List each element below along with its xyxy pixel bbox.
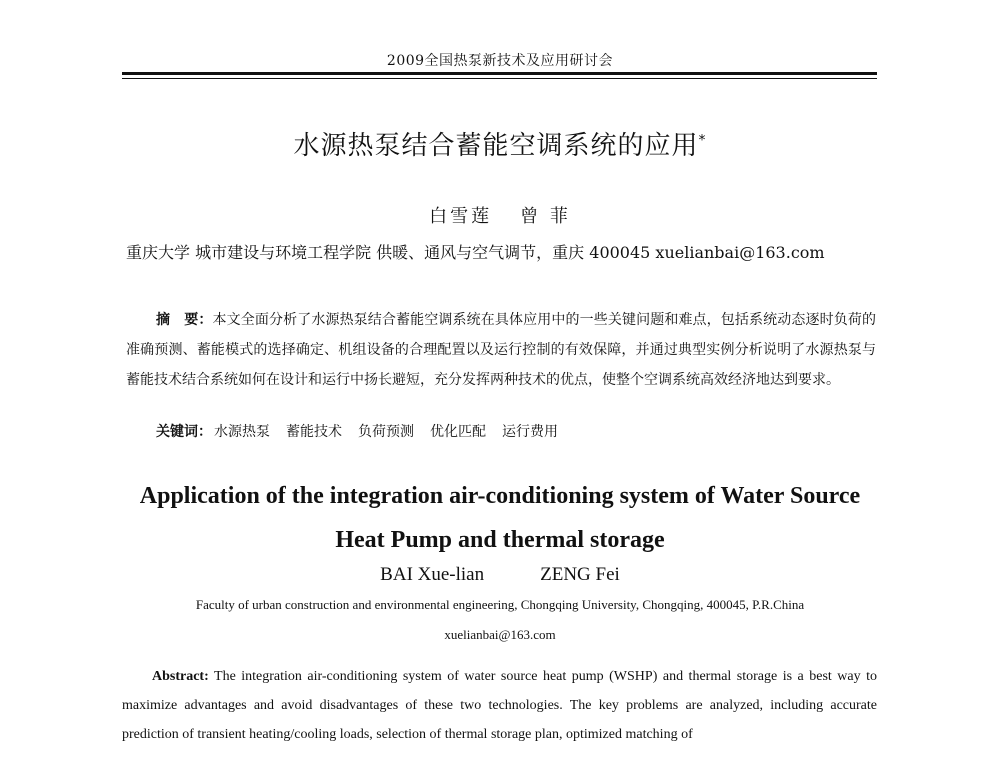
english-abstract-label: Abstract: xyxy=(152,669,209,684)
chinese-author-1: 白雪莲 xyxy=(429,206,493,227)
english-author-2: ZENG Fei xyxy=(540,564,620,585)
keyword: 蓄能技术 xyxy=(286,424,342,440)
chinese-authors xyxy=(0,202,1000,228)
english-email: xuelianbai@163.com xyxy=(444,627,556,642)
chinese-title xyxy=(0,125,1000,162)
keyword: 水源热泵 xyxy=(214,424,270,440)
keyword: 运行费用 xyxy=(502,424,558,440)
english-title-line-1: Application of the integration air-conditioning system of Water Source xyxy=(139,483,861,509)
english-title xyxy=(100,474,900,562)
english-authors xyxy=(0,564,1000,586)
english-abstract xyxy=(122,662,877,749)
chinese-abstract-label: 摘 要： xyxy=(156,312,213,328)
title-footnote-mark: * xyxy=(698,132,707,149)
chinese-affiliation: 重庆大学 城市建设与环境工程学院 供暖、通风与空气调节，重庆 400045 xuelianbai@163.com xyxy=(126,243,825,262)
chinese-keywords-label: 关键词： xyxy=(156,424,212,440)
chinese-abstract xyxy=(126,305,876,395)
header-rule-thick xyxy=(122,72,877,75)
header-rule-thin xyxy=(122,78,877,79)
english-author-1: BAI Xue-lian xyxy=(380,564,485,585)
chinese-author-2: 曾 菲 xyxy=(520,206,571,227)
running-header: 2009全国热泵新技术及应用研讨会 xyxy=(386,53,614,69)
english-affiliation: Faculty of urban construction and environmental engineering, Chongqing University, Chongqing, 400045, P.R.China xyxy=(195,597,805,612)
keyword: 优化匹配 xyxy=(430,424,486,440)
chinese-abstract-text: 本文全面分析了水源热泵结合蓄能空调系统在具体应用中的一些关键问题和难点，包括系统动态逐时负荷的准确预测、蓄能模式的选择确定、机组设备的合理配置以及运行控制的有效保障，并通过典型实例分析说明了水源热泵与蓄能技术结合系统如何在设计和运行中扬长避短，充分发挥两种技术的优点，使整个空调系统高效经济地达到要求。 xyxy=(126,312,877,388)
chinese-keywords xyxy=(156,421,876,441)
keyword: 负荷预测 xyxy=(358,424,414,440)
chinese-title-text: 水源热泵结合蓄能空调系统的应用 xyxy=(293,131,699,161)
english-abstract-text: The integration air-conditioning system of water source heat pump (WSHP) and thermal storage is a best way to maximize advantages and avoid disadvantages of these two technologies. The key problems are analyzed, including accurate prediction of transient heating/cooling loads, selection of thermal storage plan, optimized matching of xyxy=(122,669,877,742)
english-title-line-2: Heat Pump and thermal storage xyxy=(335,527,665,553)
